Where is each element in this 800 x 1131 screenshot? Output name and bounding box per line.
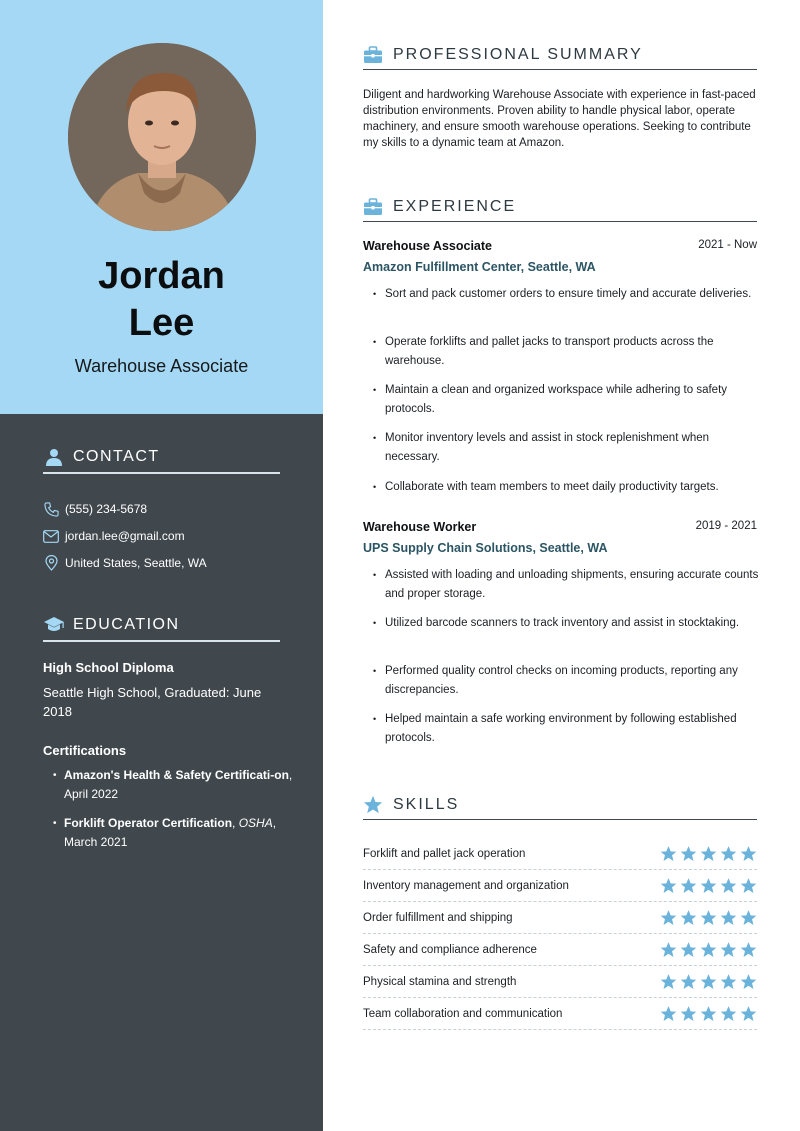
skill-rating xyxy=(660,973,757,990)
location-text: United States, Seattle, WA xyxy=(65,556,207,570)
certification-name: Forklift Operator Certification xyxy=(64,816,233,830)
phone-text: (555) 234-5678 xyxy=(65,502,148,516)
star-icon xyxy=(740,909,757,926)
education-heading xyxy=(43,610,280,642)
sidebar xyxy=(0,0,323,1131)
job-dates: 2019 - 2021 xyxy=(695,520,757,532)
contact-location xyxy=(43,555,207,571)
experience-heading xyxy=(363,192,757,222)
skill-rating xyxy=(660,909,757,926)
skill-rating xyxy=(660,1005,757,1022)
star-icon xyxy=(700,941,717,958)
certification-detail: , April 2022 xyxy=(64,768,293,801)
map-pin-icon xyxy=(43,555,59,571)
job-bullet: • Sort and pack customer orders to ensure timely and accurate deliveries. xyxy=(385,285,767,304)
skill-rating xyxy=(660,845,757,862)
star-icon xyxy=(700,1005,717,1022)
star-icon xyxy=(720,909,737,926)
skill-label: Team collaboration and communication xyxy=(363,1007,563,1020)
star-icon xyxy=(720,973,737,990)
star-icon xyxy=(720,1005,737,1022)
job-title: Warehouse Associate xyxy=(363,239,492,253)
skills-heading-label: SKILLS xyxy=(393,795,460,813)
first-name: Jordan xyxy=(98,255,225,297)
skill-row xyxy=(363,934,757,966)
star-icon xyxy=(740,941,757,958)
star-icon xyxy=(720,877,737,894)
star-icon xyxy=(363,795,383,815)
star-icon xyxy=(720,845,737,862)
skill-label: Forklift and pallet jack operation xyxy=(363,847,526,860)
phone-icon xyxy=(43,501,59,517)
job-title: Warehouse Worker xyxy=(363,520,477,534)
job-bullet: • Operate forklifts and pallet jacks to transport products across the warehouse. xyxy=(385,333,767,371)
job-bullet: • Monitor inventory levels and assist in stock replenishment when necessary. xyxy=(385,429,767,467)
job-company: UPS Supply Chain Solutions, Seattle, WA xyxy=(363,541,608,555)
star-icon xyxy=(680,877,697,894)
avatar xyxy=(68,43,256,231)
certification-issuer: OSHA xyxy=(238,816,273,830)
email-text: jordan.lee@gmail.com xyxy=(65,529,185,543)
last-name: Lee xyxy=(128,302,195,344)
star-icon xyxy=(740,877,757,894)
star-icon xyxy=(660,845,677,862)
degree-title: High School Diploma xyxy=(43,660,174,675)
certification-detail: , March 2021 xyxy=(64,816,277,849)
certifications-heading: Certifications xyxy=(43,743,127,758)
star-icon xyxy=(700,845,717,862)
job-dates: 2021 - Now xyxy=(698,239,757,251)
star-icon xyxy=(680,941,697,958)
star-icon xyxy=(700,973,717,990)
star-icon xyxy=(740,845,757,862)
job-bullet: • Utilized barcode scanners to track inventory and assist in stocktaking. xyxy=(385,614,767,633)
star-icon xyxy=(680,909,697,926)
education-heading-label: EDUCATION xyxy=(73,616,180,633)
skill-row xyxy=(363,998,757,1030)
star-icon xyxy=(660,941,677,958)
skill-row xyxy=(363,838,757,870)
person-icon xyxy=(43,446,65,468)
profile-photo xyxy=(68,43,256,231)
star-icon xyxy=(700,909,717,926)
summary-heading xyxy=(363,40,757,70)
envelope-icon xyxy=(43,528,59,544)
briefcase-icon xyxy=(363,45,383,65)
skill-row xyxy=(363,902,757,934)
graduation-cap-icon xyxy=(43,614,65,636)
job-bullet: • Performed quality control checks on incoming products, reporting any discrepancies. xyxy=(385,662,767,700)
skill-rating xyxy=(660,941,757,958)
star-icon xyxy=(740,973,757,990)
star-icon xyxy=(660,973,677,990)
star-icon xyxy=(660,909,677,926)
experience-heading-label: EXPERIENCE xyxy=(393,197,517,215)
star-icon xyxy=(700,877,717,894)
star-icon xyxy=(680,973,697,990)
skill-label: Order fulfillment and shipping xyxy=(363,911,513,924)
contact-heading xyxy=(43,442,280,474)
job-role: Warehouse Associate xyxy=(74,356,249,376)
star-icon xyxy=(740,1005,757,1022)
briefcase-icon xyxy=(363,197,383,217)
skill-rating xyxy=(660,877,757,894)
summary-heading-label: PROFESSIONAL SUMMARY xyxy=(393,45,643,63)
summary-text: Diligent and hardworking Warehouse Associate with experience in fast-paced distribution environments. Proven ability to handle physical labor, operate machinery, and ensure smooth warehouse operations. Seeking to contribute my skills to a dynamic team at Amazon. xyxy=(363,89,756,149)
skill-row xyxy=(363,966,757,998)
certification-name: Amazon's Health & Safety Certificati-on xyxy=(64,768,289,782)
job-company: Amazon Fulfillment Center, Seattle, WA xyxy=(363,260,596,274)
certification-item xyxy=(64,766,294,804)
job-bullet: • Maintain a clean and organized workspace while adhering to safety protocols. xyxy=(385,381,767,419)
job-bullet: • Collaborate with team members to meet daily productivity targets. xyxy=(385,478,767,497)
star-icon xyxy=(720,941,737,958)
skills-heading xyxy=(363,790,757,820)
contact-phone[interactable] xyxy=(43,501,147,517)
job-bullet: • Assisted with loading and unloading shipments, ensuring accurate counts and proper storage. xyxy=(385,566,767,604)
skill-label: Inventory management and organization xyxy=(363,879,569,892)
school-text: Seattle High School, Graduated: June 2018 xyxy=(43,685,262,719)
certification-item: • Forklift Operator Certification, OSHA, March 2021 xyxy=(64,814,294,852)
skill-label: Safety and compliance adherence xyxy=(363,943,537,956)
skill-label: Physical stamina and strength xyxy=(363,975,517,988)
star-icon xyxy=(660,877,677,894)
job-bullet: • Helped maintain a safe working environment by following established protocols. xyxy=(385,710,767,748)
contact-heading-label: CONTACT xyxy=(73,448,160,465)
contact-email[interactable] xyxy=(43,528,185,544)
skill-row xyxy=(363,870,757,902)
star-icon xyxy=(660,1005,677,1022)
star-icon xyxy=(680,1005,697,1022)
star-icon xyxy=(680,845,697,862)
